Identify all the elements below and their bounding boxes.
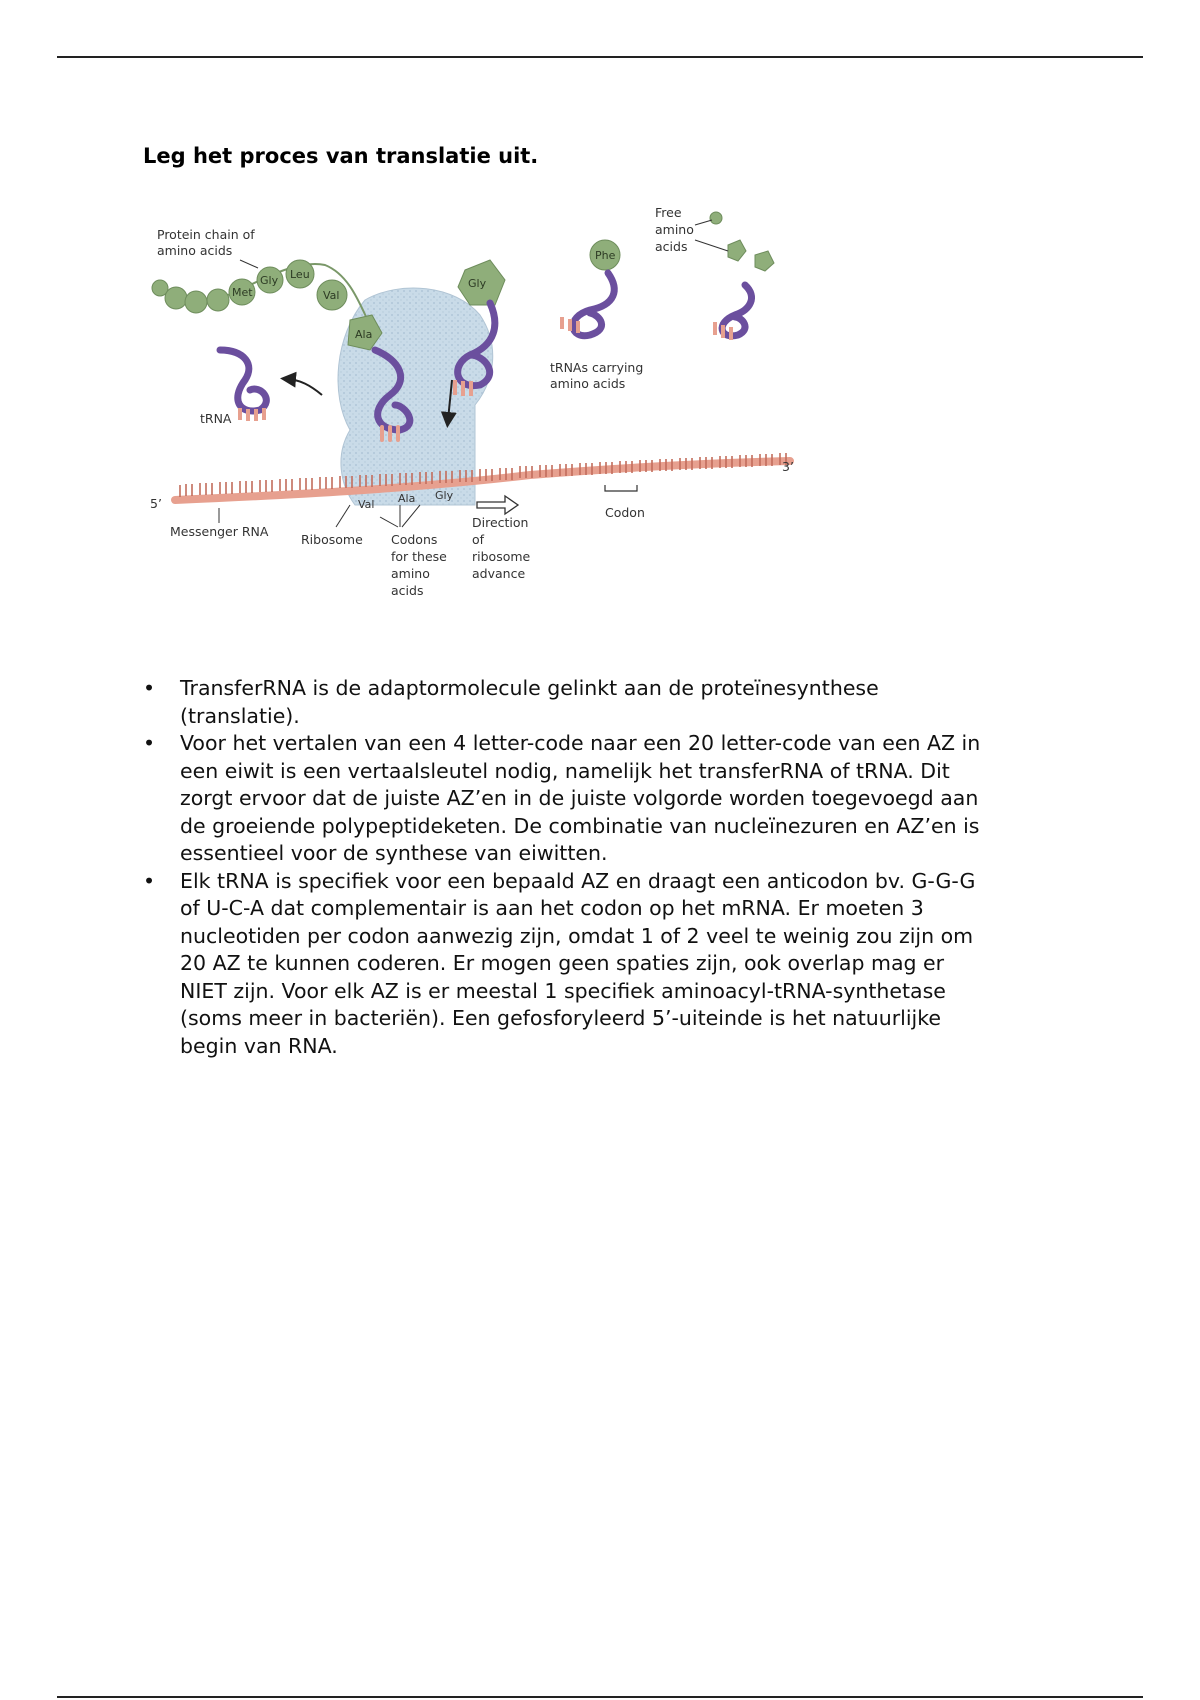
bullet-item [143, 868, 1063, 1061]
mrna-bases [180, 453, 786, 497]
label-free-line1: Free [655, 205, 682, 220]
label-direction-line3: ribosome [472, 549, 531, 564]
free-trna [715, 285, 752, 340]
bullet-line: NIET zijn. Voor elk AZ is er meestal 1 specifiek aminoacyl-tRNA-synthetase [180, 978, 946, 1003]
label-codon: Codon [605, 505, 645, 520]
label-direction-line4: advance [472, 566, 526, 581]
aa-label: Leu [290, 268, 310, 281]
arrow-exit [288, 379, 322, 395]
label-free-line3: acids [655, 239, 688, 254]
bullet-line: zorgt ervoor dat de juiste AZ’en in de juiste volgorde worden toegevoegd aan [180, 786, 979, 810]
top-rule [57, 56, 1143, 58]
codon-bracket [605, 485, 637, 491]
chain-amino-acids [229, 260, 382, 350]
free-amino-acids [710, 212, 774, 271]
codon-label: Val [358, 498, 375, 511]
bullet-line: nucleotiden per codon aanwezig zijn, omdat 1 of 2 veel te weinig zou zijn om [180, 923, 974, 948]
label-ribosome: Ribosome [301, 532, 363, 547]
label-direction-line2: of [472, 532, 485, 547]
translation-diagram [150, 205, 870, 615]
label-free-line2: amino [655, 222, 694, 237]
page-heading: Leg het proces van translatie uit. [143, 144, 539, 168]
bullet-line: essentieel voor de synthese van eiwitten. [180, 841, 608, 865]
aa-label: Met [232, 286, 253, 299]
mrna-strand [175, 461, 790, 500]
bullet-line: de groeiende polypeptideketen. De combinatie van nucleïnezuren en AZ’en is [180, 813, 980, 838]
label-codons-line1: Codons [391, 532, 438, 547]
bullet-line: Voor het vertalen van een 4 letter-code naar een 20 letter-code van een AZ in [180, 731, 981, 755]
protein-chain [152, 280, 229, 313]
bullet-line: 20 AZ te kunnen coderen. Er mogen geen spaties zijn, ook overlap mag er [180, 951, 945, 975]
bullet-item [143, 730, 1063, 868]
label-trnas-line1: tRNAs carrying [550, 360, 644, 375]
label-trnas-line2: amino acids [550, 376, 626, 391]
bullet-item [143, 675, 1063, 730]
bullet-line: of U-C-A dat complementair is aan het codon op het mRNA. Er moeten 3 [180, 896, 924, 920]
bullet-line: TransferRNA is de adaptormolecule gelinkt aan de proteïnesynthese [180, 676, 879, 700]
codon-label: Ala [398, 492, 416, 505]
bullet-marker: • [143, 868, 156, 893]
bottom-rule [57, 1696, 1143, 1698]
bullet-marker: • [143, 676, 156, 700]
codon-label: Gly [435, 489, 454, 502]
label-codons-line2: for these [391, 549, 447, 564]
label-codons-line3: amino [391, 566, 430, 581]
trna-carrying-phe [562, 240, 620, 336]
label-codons-line4: acids [391, 583, 424, 598]
label-protein-chain-line1: Protein chain of [157, 227, 255, 242]
bullet-line: begin van RNA. [180, 1033, 338, 1058]
aa-label: Gly [260, 274, 279, 287]
bullet-line: Elk tRNA is specifiek voor een bepaald AZ en draagt een anticodon bv. G-G-G [180, 868, 976, 893]
label-messenger-rna: Messenger RNA [170, 524, 269, 539]
bullet-line: (soms meer in bacteriën). Een gefosforyleerd 5’-uiteinde is het natuurlijke [180, 1006, 941, 1030]
aa-label: Ala [355, 328, 373, 341]
label-trna: tRNA [200, 411, 232, 426]
bullet-marker: • [143, 731, 156, 755]
direction-arrow [477, 496, 518, 514]
label-direction-line1: Direction [472, 515, 529, 530]
label-five-prime: 5’ [150, 496, 162, 511]
label-three-prime: 3’ [782, 459, 794, 474]
label-protein-chain-line2: amino acids [157, 243, 233, 258]
bullet-line: (translatie). [180, 703, 300, 728]
aa-label: Phe [595, 249, 616, 262]
bullet-line: een eiwit is een vertaalsleutel nodig, namelijk het transferRNA of tRNA. Dit [180, 758, 950, 783]
bullet-list [143, 675, 1063, 1060]
aa-label: Gly [468, 277, 487, 290]
aa-label: Val [323, 289, 340, 302]
